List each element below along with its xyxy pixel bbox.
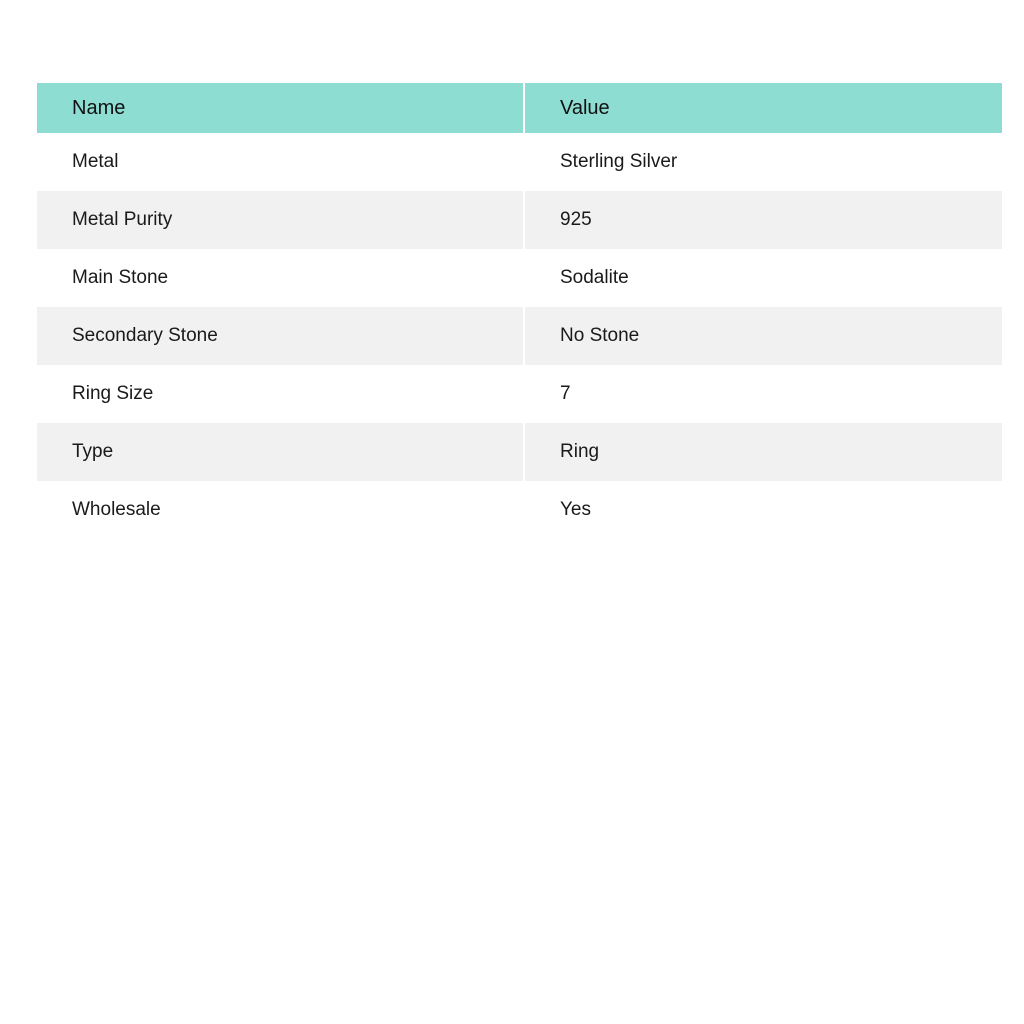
cell-value: Sodalite xyxy=(524,249,1002,307)
table-row xyxy=(37,191,1002,249)
table-body xyxy=(37,133,1002,539)
cell-value: Yes xyxy=(524,481,1002,539)
table-row xyxy=(37,423,1002,481)
table-row xyxy=(37,249,1002,307)
table-row xyxy=(37,481,1002,539)
cell-name: Ring Size xyxy=(37,365,524,423)
cell-name: Metal xyxy=(37,133,524,191)
cell-value: Sterling Silver xyxy=(524,133,1002,191)
cell-name: Secondary Stone xyxy=(37,307,524,365)
cell-value: 925 xyxy=(524,191,1002,249)
column-header-name: Name xyxy=(37,83,524,133)
column-header-value: Value xyxy=(524,83,1002,133)
cell-value: Ring xyxy=(524,423,1002,481)
cell-value: No Stone xyxy=(524,307,1002,365)
cell-value: 7 xyxy=(524,365,1002,423)
cell-name: Metal Purity xyxy=(37,191,524,249)
table-row xyxy=(37,307,1002,365)
table-header-row xyxy=(37,83,1002,133)
table-row xyxy=(37,133,1002,191)
cell-name: Type xyxy=(37,423,524,481)
table-row xyxy=(37,365,1002,423)
cell-name: Main Stone xyxy=(37,249,524,307)
table-header xyxy=(37,83,1002,133)
specifications-table xyxy=(37,83,1002,539)
cell-name: Wholesale xyxy=(37,481,524,539)
